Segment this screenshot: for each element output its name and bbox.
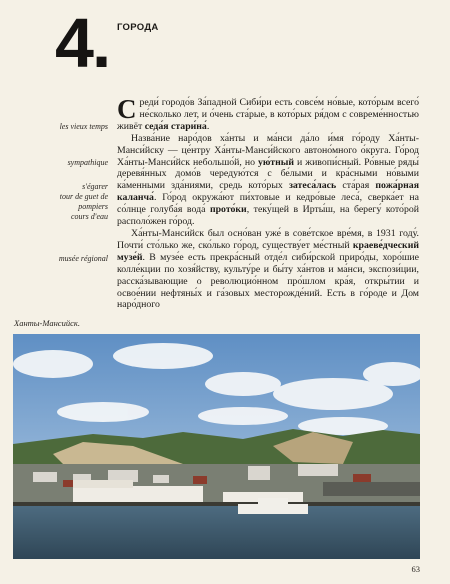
drop-cap: С — [117, 94, 137, 124]
p2-text-e: . Го́род окружа́ют пи́хтовые и кедро́вые леса́, сверка́ет на со́лнце голуба́я вода́ — [117, 192, 419, 216]
p3-text-c: . В музе́е есть прекра́сный отде́л сиби́рской приро́ды, хоро́шие колле́кции по хозя́йству, культу́ре и бы́ту ха́нтов и ма́нси, экспози́ции, расска́зывающие о революцио́нном про́шлом кра́я, откры́тии и освое́нии нефтяны́х и га́зовых месторожде́ний. Есть в го́роде и Дом наро́дного — [117, 251, 419, 311]
p2-text-c: и живопи́сный. Ро́вные ряды́ деревя́нных домо́в чередую́тся с бе́лыми и кра́сными но́выми ка́менными зда́ниями, средь кото́рых — [117, 156, 419, 192]
paragraph-2 — [117, 133, 419, 228]
p3-text-a: Ха́нты-Манси́йск был осно́ван уже́ в сове́тское вре́мя, в 1931 году́. Почти́ сто́лько же, ско́лько го́род, существу́ет ме́стный — [117, 227, 419, 251]
p2-text-d: ста́рая — [336, 180, 376, 192]
p2-bold-2: затеса́лась — [288, 180, 337, 192]
chapter-number: 4. — [55, 4, 110, 82]
margin-notes — [0, 0, 108, 300]
margin-note-musee: musée régional — [58, 254, 108, 263]
margin-note-vieux-temps: les vieux temps — [59, 122, 108, 131]
p3-bold: краеве́дческий музе́й — [117, 239, 419, 263]
photo-caption: Ханты-Мансийск. — [14, 318, 80, 328]
p2-text-a: Назва́ние наро́дов ха́нты и ма́нси да́ло и́мя го́роду Ха́нты-Манси́йску — це́нтру Ха́нты-Манси́йского автоно́много о́круга. Го́род Ха́нты-Манси́йск небольшо́й, но — [117, 132, 419, 168]
p2-bold-1: ую́тный — [258, 156, 295, 168]
paragraph-3 — [117, 228, 419, 311]
body-text — [117, 94, 419, 311]
chapter-title: ГОРОДА — [117, 22, 159, 33]
p2-text-f: , теку́щей в Ирты́ш, на берегу́ кото́рой располо́жен го́род. — [117, 204, 419, 228]
p1-text: реди́ городо́в За́падной Сиби́ри есть совсе́м но́вые, кото́рым всего́ не́сколько лет, и о́чень ста́рые, в кото́рых ря́дом с совреме́нностью живёт — [117, 97, 419, 132]
city-photo-illustration — [13, 334, 420, 559]
margin-note-sympathique: sympathique — [67, 158, 108, 167]
p2-bold-3: пожа́рная каланча́ — [117, 180, 419, 204]
page-number: 63 — [411, 564, 420, 574]
p1-end: . — [206, 120, 210, 132]
paragraph-1 — [117, 94, 419, 133]
p1-bold: седа́я стари́на́ — [144, 120, 207, 132]
city-photo — [13, 334, 420, 559]
p2-bold-4: прото́ки — [209, 204, 247, 216]
margin-note-segarer: s'égarer tour de guet de pompiers cours d'eau — [59, 182, 108, 221]
